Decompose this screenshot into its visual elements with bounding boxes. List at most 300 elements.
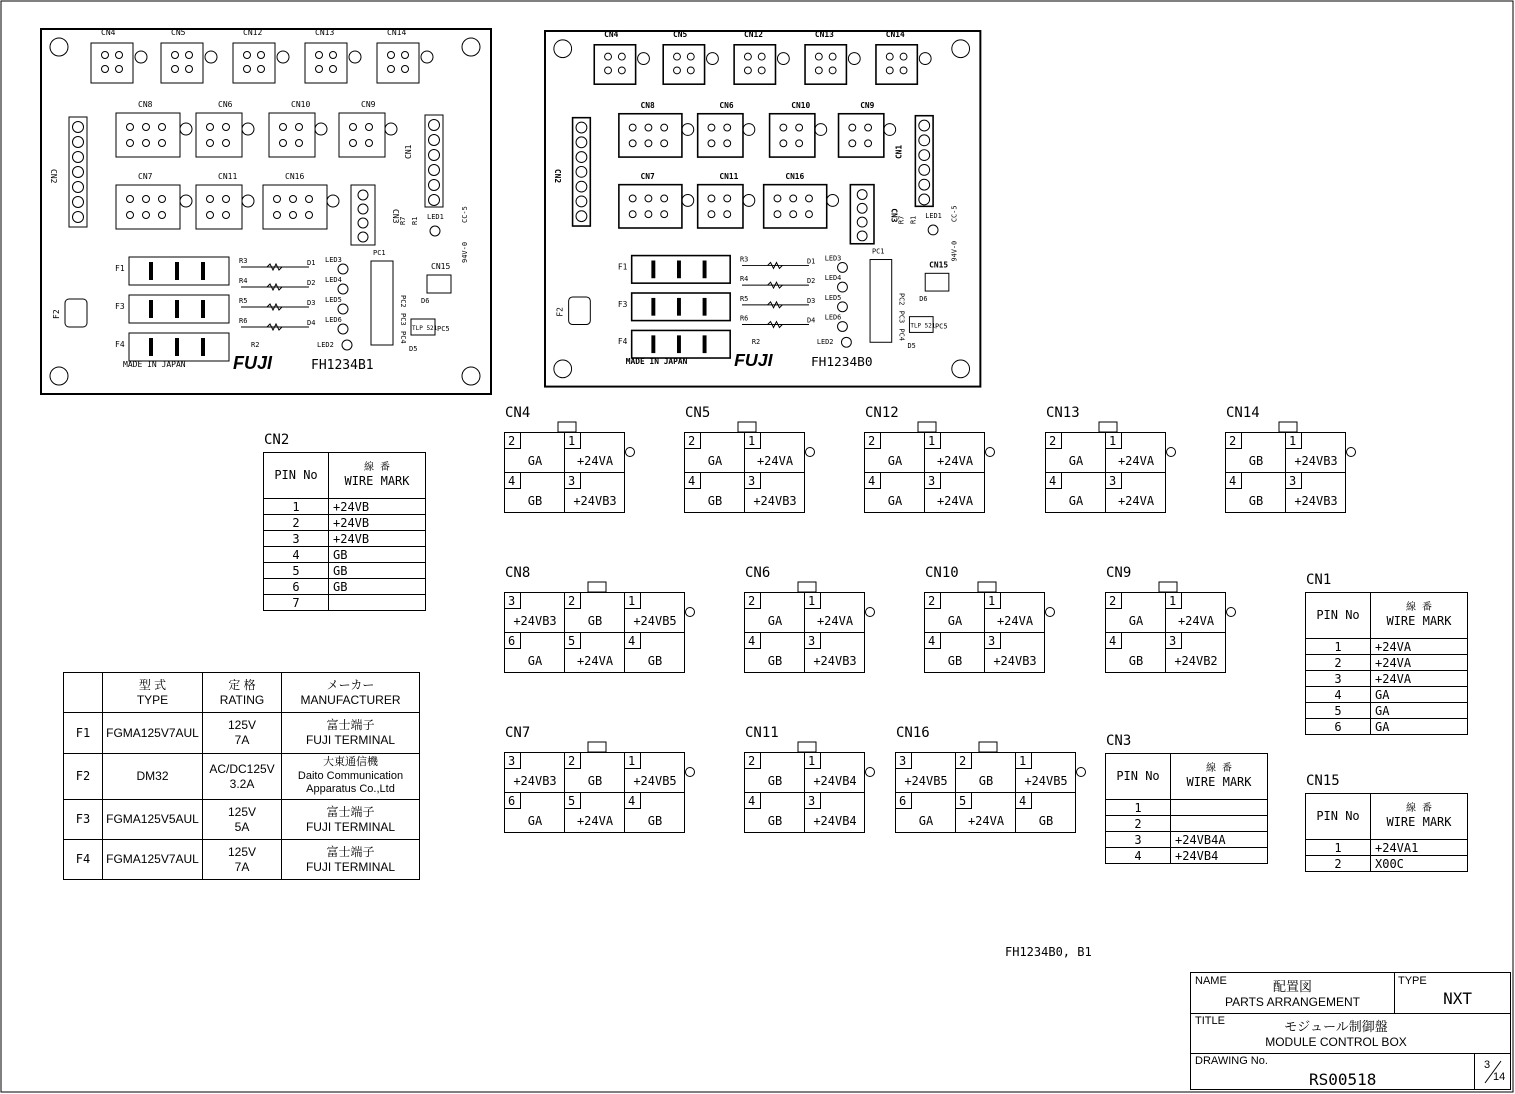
wire-mark [329,595,426,611]
pin-pad [358,190,368,200]
pin-number: 1 [1289,434,1297,448]
board-model: FH1234B0 [810,354,873,370]
f2-holder [569,297,591,325]
brand-logo: FUJI [734,349,773,370]
pin-pad [857,231,867,241]
wire-mark-header: 線 番 WIRE MARK [1371,593,1468,639]
pin-cell [865,433,925,473]
wire-mark: GB [329,579,426,595]
pin-cell [1046,473,1106,513]
pc-label: PC4 [399,331,407,344]
connector-label: CN6 [218,100,233,109]
latch-hole [707,53,719,65]
wire-mark: GB [767,654,783,668]
pin-row [1306,655,1468,671]
led-symbol [838,282,848,292]
pin-pad [330,52,337,59]
pin-pad [350,140,357,147]
pin-number: 1 [808,594,816,608]
pin-pad [172,66,179,73]
connector-label: CN9 [860,100,875,110]
pin-pad [796,124,803,131]
pin-cell [625,793,685,833]
diode-label: D1 [807,257,816,266]
pin-number: 6 [508,634,516,648]
cn1-pin-table [1305,592,1468,735]
board-outline [41,29,491,394]
connector-latch [558,422,576,432]
wire-mark: +24VA [1371,655,1468,671]
pin-row [1106,848,1268,864]
diode-label: D5 [409,345,418,353]
connector-label: CN11 [218,172,238,181]
connector-label: CN4 [101,28,116,37]
connector-cn7 [504,724,704,834]
sheet-num: 3 [1484,1059,1491,1071]
wire-mark: +24VA [756,454,794,468]
pin-pad [73,167,84,178]
connector-title: CN14 [1226,405,1260,421]
connector-outline [233,43,275,83]
connector-label: CN2 [552,168,562,184]
pin-cell [896,793,956,833]
pc-label: PC5 [437,325,450,333]
pin-cell [685,433,745,473]
pin-pad [186,66,193,73]
wire-mark: +24VA [576,654,614,668]
connector-label: CN16 [285,172,305,181]
title-block [1190,972,1511,1090]
connector-outline [698,185,743,228]
pin-pad [849,124,856,131]
made-in-japan: MADE IN JAPAN [123,360,186,369]
pin1-marker [1167,448,1176,457]
pin-row [1306,639,1468,655]
pin-pad [244,66,251,73]
wire-mark: GB [767,814,783,828]
connector-outline [339,113,385,157]
pin-no-header: PIN No [1106,754,1171,800]
led-label: LED3 [824,254,842,263]
pin-pad [865,140,872,147]
mounting-hole [554,40,572,58]
pin-pad [280,124,287,131]
pin-number: 4 [1109,634,1117,648]
latch-hole [815,124,827,136]
connector-label: CN3 [391,209,400,224]
resistor-label: R5 [239,297,248,305]
connector-outline [663,45,704,84]
wire-mark [1171,816,1268,832]
connector-outline [305,43,347,83]
led-label: LED2 [816,338,834,347]
pin-cell [925,473,985,513]
pin-number: 4 [508,474,516,488]
pin-cell [896,753,956,793]
connector-outline [770,114,815,157]
fuse-maker: 富士端子 FUJI TERMINAL [282,840,420,880]
pin-pad [849,140,856,147]
pin-pad [207,212,214,219]
pin-pad [674,67,681,74]
wire-mark: GB [767,774,783,788]
pin-pad [172,52,179,59]
pin-pad [919,179,930,190]
pin-row [264,515,426,531]
connector-outline [698,114,743,157]
connector-label: CN14 [387,28,407,37]
pin1-marker [1347,448,1356,457]
pin-row [264,531,426,547]
fuse-clip [703,261,707,279]
pin-pad [629,211,636,218]
led-symbol [338,304,348,314]
connector-cn12 [864,404,1004,514]
wire-mark: +24VA [576,814,614,828]
wire-mark: +24VA [936,454,974,468]
pin-pad [815,53,822,60]
pin-number: 1 [1106,800,1171,816]
pin-number: 4 [628,794,636,808]
latch-hole [180,123,192,135]
pin-pad [919,120,930,131]
led-label: LED4 [325,276,342,284]
cn15-pin-table [1305,793,1468,872]
connector-outline [91,43,133,83]
wire-mark: +24VB [329,515,426,531]
diode-label: D4 [807,316,816,325]
connector-label: CN7 [138,172,153,181]
pin-row [1306,719,1468,735]
connector-label: CN15 [929,260,949,270]
chip-label: TLP 521 [412,325,438,332]
diode-label: D6 [919,294,928,303]
pc-label: PC4 [897,328,906,341]
connector-label: CN13 [315,28,335,37]
pin-cell [505,753,565,793]
latch-hole [135,51,147,63]
pin-row [1306,687,1468,703]
connector-outline [196,185,242,229]
pin-pad [223,212,230,219]
wire-mark: +24VA [936,494,974,508]
fuse-type: FGMA125V7AUL [103,713,203,754]
wire-mark: +24VB [329,531,426,547]
pin-pad [857,217,867,227]
cn15-header [427,275,451,293]
latch-hole [421,51,433,63]
pin-row [1306,671,1468,687]
pin-pad [774,195,781,202]
pin-cell [925,633,985,673]
connector-cn9 [1105,564,1245,674]
pin-row [264,499,426,515]
pin-number: 4 [1106,848,1171,864]
resistor-label: R5 [740,294,749,303]
pin-number: 2 [508,434,516,448]
pin-cell [745,433,805,473]
pin-cell [985,633,1045,673]
led-label: LED5 [325,296,342,304]
pin-number: 3 [988,634,996,648]
pin-pad [186,52,193,59]
pin-pad [645,124,652,131]
pin-pad [388,52,395,59]
fuse-label: F1 [115,264,125,273]
wire-mark [1171,800,1268,816]
pin-pad [73,182,84,193]
mounting-hole [462,367,480,385]
photocoupler-block [371,261,393,345]
fuse-clip [149,262,153,280]
fuse-row-f4 [64,840,420,880]
pin-number: 3 [1169,634,1177,648]
led-label: LED3 [325,256,342,264]
wire-mark: +24VA [1117,494,1155,508]
pin-pad [274,196,281,203]
fuse-label: F2 [52,309,61,319]
fuse-clip [651,261,655,279]
pin-pad [223,140,230,147]
pin-pad [102,66,109,73]
fuse-rating: 125V 7A [203,713,282,754]
wire-mark: +24VB5 [1024,774,1068,788]
pin-pad [576,166,587,177]
connector-label: CN5 [171,28,186,37]
pin-pad [806,195,813,202]
wire-mark: GA [1371,719,1468,735]
wire-mark: GB [1248,494,1264,508]
pin-number: 4 [748,794,756,808]
pin-pad [207,124,214,131]
drawing-no-cell [1191,1053,1475,1089]
connector-outline [269,113,315,157]
pin-cell [1106,473,1166,513]
pin-pad [73,137,84,148]
pin-row [1306,856,1468,872]
pin-no-header: PIN No [264,453,329,499]
connector-label: CN13 [814,29,834,39]
pin-pad [429,150,440,161]
fuse-clip [677,335,681,353]
wire-mark: +24VA1 [1371,840,1468,856]
pin-pad [774,211,781,218]
pin-pad [207,140,214,147]
cn3-pin-table [1105,753,1268,864]
pin-cell [1016,753,1076,793]
photocoupler-block [870,260,892,343]
pin-number: 1 [628,594,636,608]
wire-mark: GB [978,774,994,788]
pin-pad [815,67,822,74]
pin-cell [565,433,625,473]
led-symbol [338,264,348,274]
fuse-clip [175,300,179,318]
f2-holder [65,299,87,327]
pin-pad [708,211,715,218]
pin-pad [207,196,214,203]
diode-label: D3 [807,296,816,305]
latch-hole [919,53,931,65]
pin-pad [724,124,731,131]
wire-mark: +24VB3 [1294,454,1338,468]
cn1-table-title: CN1 [1306,572,1332,588]
pin-pad [857,203,867,213]
pc-label: PC2 [897,293,906,306]
pin-pad [618,53,625,60]
pin-pad [724,140,731,147]
connector-outline [377,43,419,83]
pin-number: 2 [688,434,696,448]
pin-cell [625,753,685,793]
pin-pad [576,122,587,133]
connector-label: CN16 [785,171,805,181]
led-symbol [928,225,938,235]
wire-mark: +24VB2 [1174,654,1218,668]
diode-label: D1 [307,259,316,267]
pin-number: 5 [568,634,576,648]
pin-cell [985,593,1045,633]
fuse-clip [677,298,681,316]
pin-number: 4 [1019,794,1027,808]
pin-number: 2 [1229,434,1237,448]
wire-mark: +24VB3 [513,614,557,628]
pin-no-header: PIN No [1306,593,1371,639]
connector-title: CN12 [865,405,899,421]
pin-pad [796,140,803,147]
pin-pad [857,190,867,200]
code-mark: CC-5 [461,206,469,223]
connector-label: CN11 [719,171,739,181]
pin-cell [745,753,805,793]
pin-pad [306,212,313,219]
mounting-hole [50,367,68,385]
connector-label: CN10 [291,100,311,109]
wire-mark: +24VB5 [633,614,677,628]
pin-cell [805,793,865,833]
pin-number: 2 [1306,655,1371,671]
fuse-table [63,672,420,880]
fuse-type: FGMA125V5AUL [103,800,203,840]
pin-pad [143,140,150,147]
wire-mark: GB [587,774,603,788]
wire-mark: +24VB4 [1171,848,1268,864]
wire-mark: GA [947,614,963,628]
resistor-label: R3 [740,255,749,264]
connector-label: CN1 [894,144,904,160]
pin-pad [429,195,440,206]
pin-pad [73,212,84,223]
cn2-header [69,117,87,227]
pin-pad [886,67,893,74]
fuse-row-f2 [64,754,420,800]
pin-number: 2 [568,594,576,608]
name-cell [1191,973,1395,1014]
pin-cell [1016,793,1076,833]
pin-number: 3 [1106,832,1171,848]
pin-cell [505,433,565,473]
pin-pad [576,196,587,207]
connector-cn5 [684,404,824,514]
pin-pad [605,67,612,74]
pin-cell [1286,473,1346,513]
pin-pad [645,140,652,147]
cn3-table-title: CN3 [1106,733,1132,749]
pin-cell [1106,633,1166,673]
pin-cell [565,753,625,793]
fuse-header-type: 型 式 TYPE [103,673,203,713]
pin-number: 4 [264,547,329,563]
pin-pad [127,140,134,147]
pin-row [1306,840,1468,856]
pin-pad [919,164,930,175]
diode-label: D5 [907,342,916,351]
connector-latch [798,582,816,592]
pin-cell [505,473,565,513]
latch-hole [242,123,254,135]
connector-title: CN8 [505,565,531,581]
fuse-clip [175,338,179,356]
fuse-id: F3 [64,800,103,840]
pin-pad [661,124,668,131]
pin-cell [745,473,805,513]
pcb-boards-svg [0,0,1515,400]
pin-pad [223,196,230,203]
wire-mark: GA [527,814,543,828]
connector-latch [979,742,997,752]
led-label: LED2 [317,341,334,349]
pcb-board-b0 [545,30,980,387]
pin-pad [618,67,625,74]
wire-mark: +24VB3 [513,774,557,788]
connector-latch [798,742,816,752]
pin-pad [645,195,652,202]
pin-pad [724,195,731,202]
pin-pad [829,67,836,74]
connector-label: CN5 [673,29,688,39]
pin-pad [645,211,652,218]
sheet-den: 14 [1493,1071,1506,1083]
pin-pad [605,53,612,60]
rating-mark: 94V-0 [461,241,469,263]
wire-mark: GB [527,494,543,508]
pin-pad [576,211,587,222]
connector-label: CN1 [404,144,413,159]
led-symbol [338,324,348,334]
pin-number: 1 [1109,434,1117,448]
pin-cell [1286,433,1346,473]
pin-number: 1 [628,754,636,768]
connector-outline [196,113,242,157]
fuse-clip [175,262,179,280]
pin-pad [900,53,907,60]
pin-pad [629,140,636,147]
wire-mark: GB [707,494,723,508]
mounting-hole [462,38,480,56]
pin-pad [366,124,373,131]
latch-hole [327,195,339,207]
pin-pad [358,204,368,214]
pin-cell [685,473,745,513]
wire-mark: GA [1128,614,1144,628]
fuse-clip [703,298,707,316]
title-label: TITLE [1195,1015,1225,1027]
pin-cell [1106,593,1166,633]
led-label: LED4 [824,274,842,283]
pin1-marker [866,768,875,777]
pin-pad [143,124,150,131]
pin-pad [402,52,409,59]
